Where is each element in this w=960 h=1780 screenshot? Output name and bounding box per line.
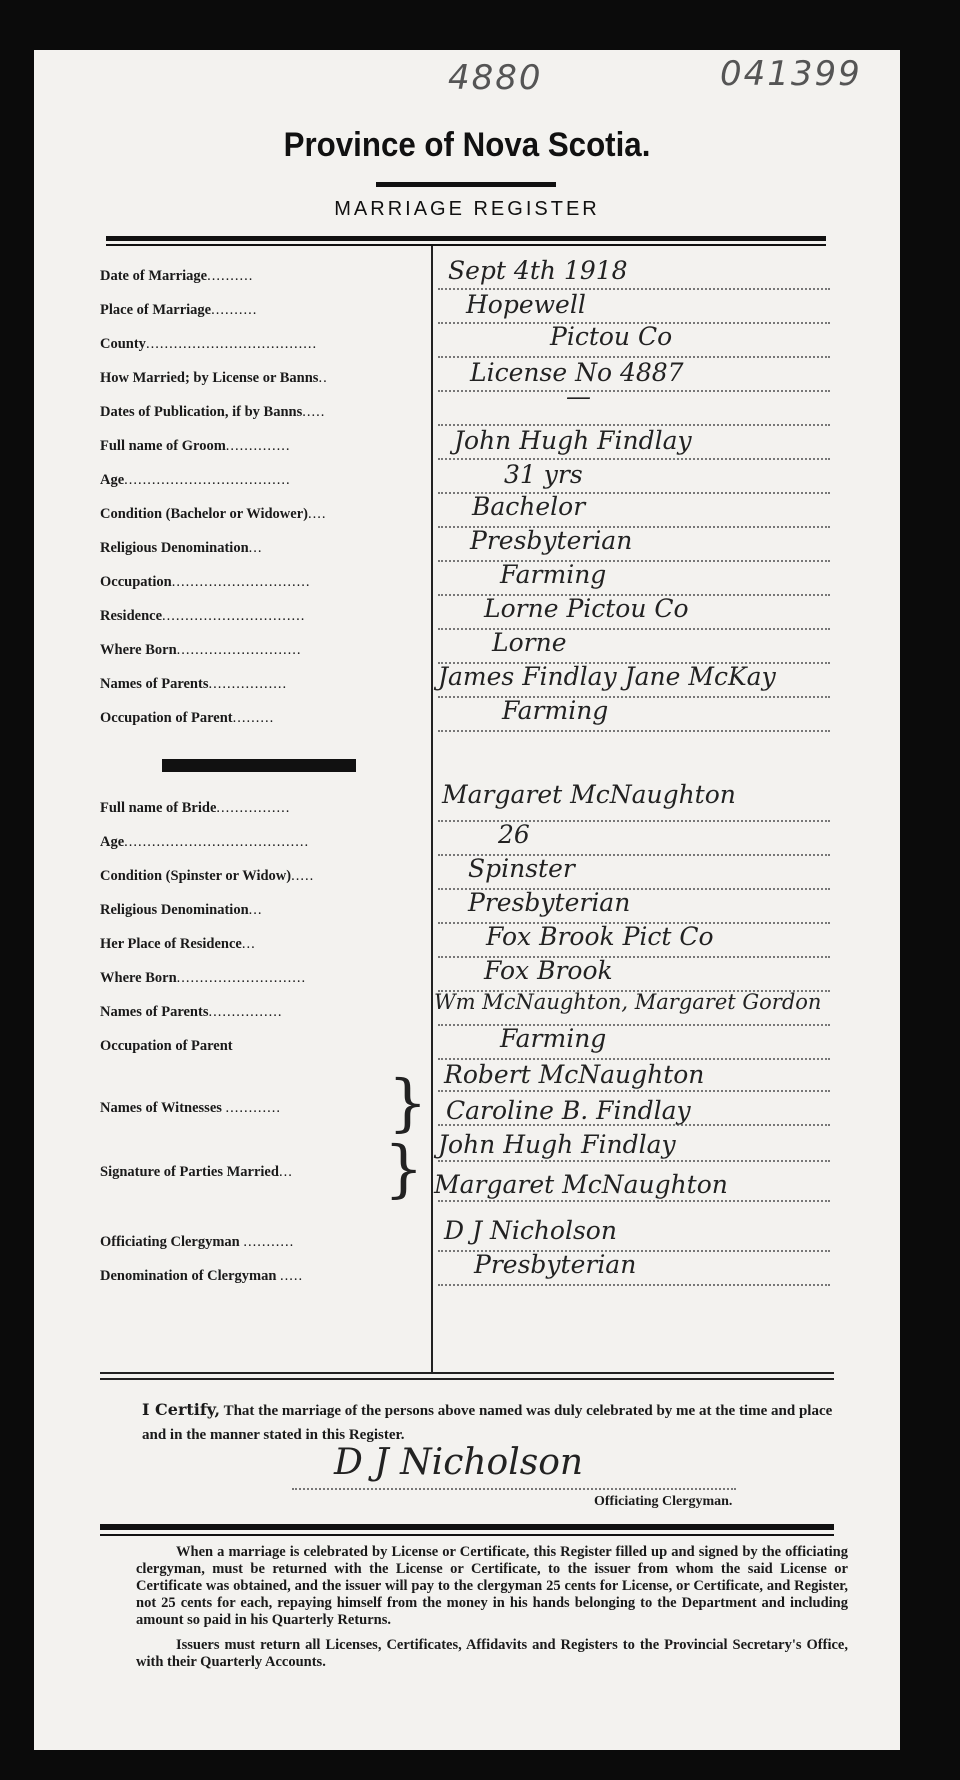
county-value: Pictou Co [550, 322, 673, 351]
form-label [100, 970, 430, 987]
leader-dots: ..................................... [145, 336, 318, 352]
clergyman-signature: D J Nicholson [334, 1442, 584, 1483]
witness-1-value: Robert McNaughton [444, 1060, 705, 1089]
form-label [100, 574, 430, 591]
label-text: Condition (Spinster or Widow) [100, 868, 292, 884]
form-label [100, 336, 430, 353]
leader-dots: ................. [208, 676, 288, 692]
form-label [100, 540, 430, 557]
leader-dots: ..... [291, 868, 315, 884]
form-label [100, 1004, 430, 1021]
form-label [100, 506, 430, 523]
leader-dots: ............................... [162, 608, 306, 624]
leader-dots: ............ [225, 1100, 282, 1116]
label-text: Date of Marriage [100, 268, 208, 284]
form-label [100, 608, 430, 625]
groom-condition-value: Bachelor [472, 492, 586, 521]
leader-dots: .................................... [124, 472, 291, 488]
label-text: Residence [100, 608, 163, 624]
entry-line [438, 1024, 830, 1026]
label-text: Full name of Groom [100, 438, 226, 454]
label-text: Occupation [100, 574, 172, 590]
label-text: Denomination of Clergyman [100, 1268, 277, 1284]
bride-birthplace-value: Fox Brook [484, 956, 613, 985]
label-text: Full name of Bride [100, 800, 217, 816]
label-text: Officiating Clergyman [100, 1234, 240, 1250]
leader-dots: ........................................ [124, 834, 310, 850]
leader-dots: .. [318, 370, 328, 386]
form-label [100, 1100, 430, 1117]
groom-age-value: 31 yrs [504, 460, 583, 489]
publication-dates-value: — [566, 382, 591, 411]
leader-dots: ... [248, 540, 263, 556]
label-text: Age [100, 472, 125, 488]
entry-line [438, 390, 830, 392]
signature-line [292, 1488, 736, 1490]
label-text: Religious Denomination [100, 902, 249, 918]
label-text: Occupation of Parent [100, 710, 233, 726]
section-separator-bar [162, 759, 356, 772]
certify-lead: I Certify, [142, 1400, 221, 1419]
form-label [100, 472, 430, 489]
label-text: County [100, 336, 146, 352]
place-of-marriage-value: Hopewell [466, 290, 586, 319]
leader-dots: .............. [225, 438, 291, 454]
form-label [100, 710, 430, 727]
entry-line [438, 560, 830, 562]
form-label [100, 936, 430, 953]
groom-parent-occupation-value: Farming [502, 696, 609, 725]
label-text: Place of Marriage [100, 302, 212, 318]
label-text: Names of Parents [100, 676, 209, 692]
document-number-stamp: 041399 [720, 54, 862, 94]
title-divider [376, 182, 556, 187]
register-sheet [34, 50, 900, 1750]
entry-line [438, 1090, 830, 1092]
leader-dots: ................ [216, 800, 291, 816]
bride-parents-value: Wm McNaughton, Margaret Gordon [434, 990, 822, 1014]
instructions-paragraph: When a marriage is celebrated by License or Certificate, this Register filled up and signed by the officiating clergyman, must be returned with the License or Certificate, to the issuer from whom the said License or Certificate was obtained, and the issuer will pay to the clergyman 25 cents for License, or Certificate, and Register, not 25 cents for each, repaying himself from the money in his hands belonging to the Department and including amount so paid in his Quarterly Returns. [136, 1544, 848, 1628]
date-of-marriage-value: Sept 4th 1918 [448, 256, 628, 285]
instructions-block [136, 1544, 848, 1679]
groom-parents-value: James Findlay Jane McKay [438, 662, 776, 691]
form-label [100, 902, 430, 919]
instructions-paragraph: Issuers must return all Licenses, Certificates, Affidavits and Registers to the Provincial Secretary's Office, with their Quarterly Accounts. [136, 1637, 848, 1670]
groom-name-value: John Hugh Findlay [454, 426, 692, 455]
form-label [100, 404, 430, 421]
bride-residence-value: Fox Brook Pict Co [486, 922, 714, 951]
form-label [100, 370, 430, 387]
certify-rule [100, 1372, 834, 1374]
groom-signature-value: John Hugh Findlay [438, 1130, 676, 1159]
clergy-denomination-value: Presbyterian [474, 1250, 637, 1279]
label-text: How Married; by License or Banns [100, 370, 319, 386]
leader-dots: .......... [211, 302, 258, 318]
entry-line [438, 1284, 830, 1286]
form-label [100, 1164, 430, 1181]
bride-signature-value: Margaret McNaughton [434, 1170, 728, 1199]
leader-dots: ........... [243, 1234, 295, 1250]
groom-occupation-value: Farming [500, 560, 607, 589]
notes-rule [100, 1524, 834, 1530]
leader-dots: ... [248, 902, 263, 918]
leader-dots: ......... [232, 710, 275, 726]
form-label [100, 302, 430, 319]
clergyman-value: D J Nicholson [444, 1216, 617, 1245]
entry-line [438, 696, 830, 698]
certify-rule-thin [100, 1378, 834, 1380]
signatures-brace: } [384, 1132, 424, 1205]
header-rule-thin [106, 244, 826, 246]
leader-dots: ... [241, 936, 256, 952]
form-label [100, 1268, 430, 1285]
label-text: Names of Witnesses [100, 1100, 222, 1116]
certify-body: That the marriage of the persons above named was duly celebrated by me at the time and place and in the manner stated in this Register. [142, 1403, 833, 1443]
bride-denomination-value: Presbyterian [468, 888, 631, 917]
leader-dots: .............................. [171, 574, 311, 590]
label-text: Condition (Bachelor or Widower) [100, 506, 308, 522]
signature-caption: Officiating Clergyman. [594, 1494, 733, 1509]
label-text: Where Born [100, 970, 177, 986]
leader-dots: .... [307, 506, 327, 522]
entry-line [438, 458, 830, 460]
bride-condition-value: Spinster [468, 854, 575, 883]
bride-age-value: 26 [498, 820, 530, 849]
bride-parent-occupation-value: Farming [500, 1024, 607, 1053]
label-text: Signature of Parties Married [100, 1164, 279, 1180]
leader-dots: .......... [207, 268, 254, 284]
column-divider [431, 246, 433, 1372]
header-rule [106, 236, 826, 241]
groom-birthplace-value: Lorne [492, 628, 567, 657]
label-text: Names of Parents [100, 1004, 209, 1020]
witness-2-value: Caroline B. Findlay [446, 1096, 691, 1125]
form-label [100, 676, 430, 693]
notes-rule-thin [100, 1534, 834, 1536]
leader-dots: ............................ [176, 970, 307, 986]
leader-dots: ..... [280, 1268, 304, 1284]
label-text: Age [100, 834, 125, 850]
leader-dots: ................ [208, 1004, 283, 1020]
bride-name-value: Margaret McNaughton [442, 780, 736, 809]
form-label [100, 642, 430, 659]
register-number-stamp: 4880 [448, 58, 543, 98]
form-label [100, 1038, 430, 1055]
entry-line [438, 1160, 830, 1162]
groom-denomination-value: Presbyterian [470, 526, 633, 555]
page-title: Province of Nova Scotia. [283, 126, 651, 164]
leader-dots: ..... [302, 404, 326, 420]
entry-line [438, 730, 830, 732]
form-label [100, 1234, 430, 1251]
leader-dots: ........................... [176, 642, 302, 658]
page-subtitle: MARRIAGE REGISTER [334, 198, 600, 220]
entry-line [438, 820, 830, 822]
form-label [100, 834, 430, 851]
form-label [100, 438, 430, 455]
form-label [100, 268, 430, 285]
groom-residence-value: Lorne Pictou Co [484, 594, 689, 623]
label-text: Dates of Publication, if by Banns [100, 404, 303, 420]
form-label [100, 868, 430, 885]
entry-line [438, 1200, 830, 1202]
certification-text [142, 1398, 842, 1447]
label-text: Where Born [100, 642, 177, 658]
how-married-value: License No 4887 [470, 358, 684, 387]
form-label [100, 800, 430, 817]
leader-dots: ... [278, 1164, 293, 1180]
witnesses-brace: } [388, 1066, 428, 1139]
label-text: Religious Denomination [100, 540, 249, 556]
label-text: Her Place of Residence [100, 936, 242, 952]
label-text: Occupation of Parent [100, 1038, 233, 1054]
